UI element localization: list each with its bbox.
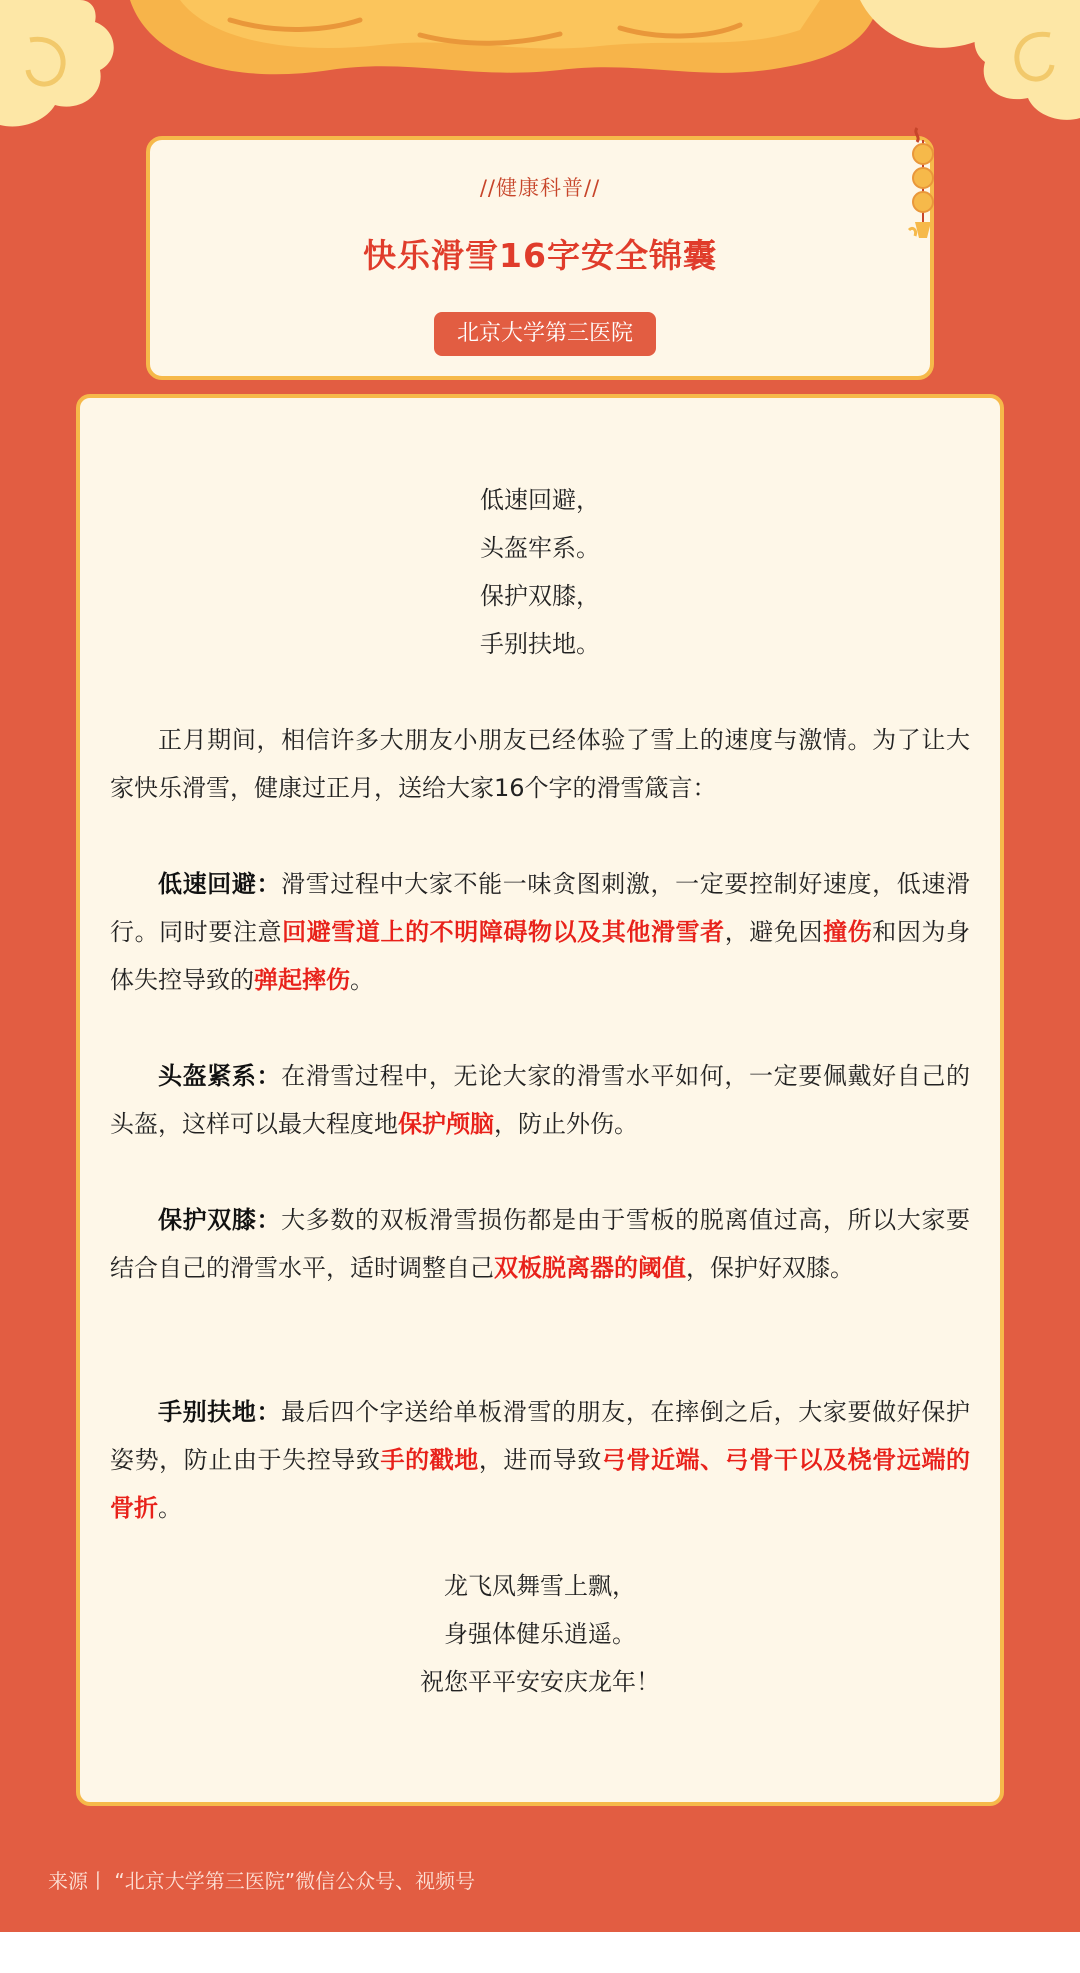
tip-heading: 低速回避： (158, 870, 282, 898)
tip-text: ，保护好双膝。 (686, 1254, 854, 1282)
tip-highlight: 弓骨近端、弓骨干以及桡骨远端的骨折 (110, 1446, 971, 1522)
header-card (146, 136, 934, 380)
bell-ornament-icon (903, 126, 943, 244)
category-tag: //健康科普// (479, 176, 601, 200)
tip-text: 滑雪过程中大家不能一味贪图刺激，一定要控制好速度，低速滑行。同时要注意 (110, 870, 970, 946)
tip-paragraph-helmet (110, 1052, 970, 1148)
source-footer: 来源丨 “北京大学第三医院”微信公众号、视频号 (48, 1869, 476, 1893)
tip-paragraph-knees (110, 1196, 970, 1292)
verse-line: 头盔牢系。 (480, 534, 600, 562)
tip-heading: 保护双膝： (158, 1206, 282, 1234)
tip-text: ，进而导致 (478, 1446, 602, 1474)
tip-paragraph-hands (110, 1388, 970, 1532)
verse-line: 龙飞凤舞雪上飘， (444, 1572, 636, 1600)
tip-text: 和因为身体失控导致的 (110, 918, 971, 994)
tip-highlight: 双板脱离器的阈值 (494, 1254, 686, 1282)
verse-line: 手别扶地。 (480, 630, 600, 658)
tip-text: ，避免因 (724, 918, 824, 946)
tip-highlight: 撞伤 (823, 918, 873, 946)
source-badge: 北京大学第三医院 (434, 312, 656, 356)
intro-paragraph: 正月期间，相信许多大朋友小朋友已经体验了雪上的速度与激情。为了让大家快乐滑雪，健康过正月，送给大家16个字的滑雪箴言： (110, 726, 970, 802)
tip-highlight: 回避雪道上的不明障碍物以及其他滑雪者 (282, 918, 725, 946)
tip-paragraph-low-speed (110, 860, 970, 1004)
verse-line: 低速回避， (480, 486, 600, 514)
verse-line: 保护双膝， (480, 582, 600, 610)
verse-line: 身强体健乐逍遥。 (444, 1620, 636, 1648)
tip-highlight: 保护颅脑 (398, 1110, 494, 1138)
opening-verse (110, 476, 970, 668)
tip-heading: 头盔紧系： (158, 1062, 282, 1090)
tip-text: 。 (350, 966, 374, 994)
tip-highlight: 手的戳地 (380, 1446, 479, 1474)
tip-highlight: 弹起摔伤 (254, 966, 350, 994)
tip-text: 在滑雪过程中，无论大家的滑雪水平如何，一定要佩戴好自己的头盔，这样可以最大程度地 (110, 1062, 970, 1138)
tip-text: 。 (158, 1494, 182, 1522)
tip-text: 大多数的双板滑雪损伤都是由于雪板的脱离值过高，所以大家要结合自己的滑雪水平，适时调整自己 (110, 1206, 970, 1282)
tip-heading: 手别扶地： (158, 1398, 282, 1426)
cloud-decoration (0, 0, 1080, 135)
article-body-card (76, 394, 1004, 1806)
article-title: 快乐滑雪16字安全锦囊 (363, 236, 717, 275)
tip-text: 最后四个字送给单板滑雪的朋友，在摔倒之后，大家要做好保护姿势，防止由于失控导致 (110, 1398, 970, 1474)
verse-line: 祝您平平安安庆龙年！ (420, 1668, 660, 1696)
tip-text: ，防止外伤。 (494, 1110, 638, 1138)
closing-verse (110, 1562, 970, 1706)
